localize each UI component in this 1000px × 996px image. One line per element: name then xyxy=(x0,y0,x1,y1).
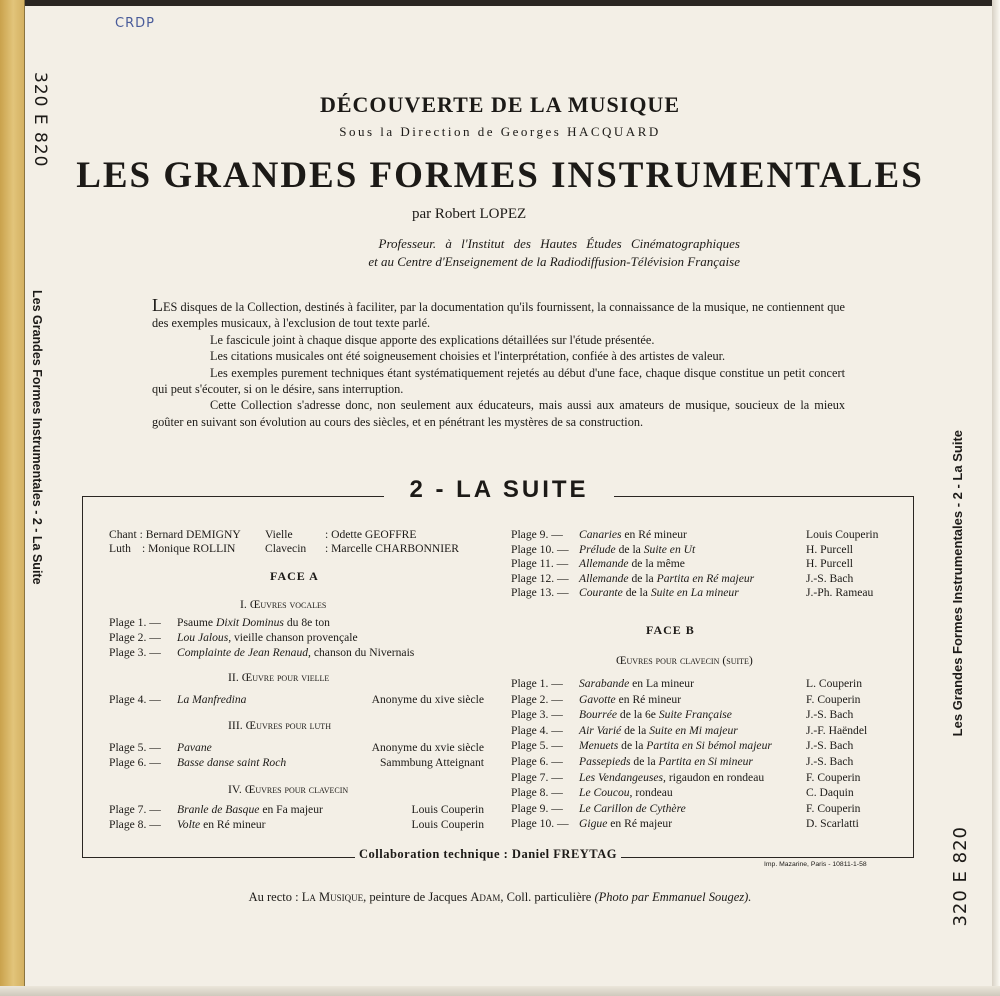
track-line xyxy=(511,676,694,691)
track-title: Courante xyxy=(579,586,623,599)
track-title: La Manfredina xyxy=(177,693,247,706)
track-composer: Louis Couperin xyxy=(411,818,484,831)
track-line xyxy=(511,556,685,571)
track-title: Pavane xyxy=(177,741,212,754)
track-number: Plage 6. — xyxy=(511,755,563,768)
track-line xyxy=(511,754,753,769)
track-text: chanson du Nivernais xyxy=(310,646,415,659)
track-title: Allemande xyxy=(579,557,629,570)
intro-paragraph: Les citations musicales ont été soigneusement choisies et l'interprétation, confiée à des artistes de valeur. xyxy=(210,349,726,364)
author-line: par Robert LOPEZ xyxy=(412,206,527,222)
track-composer: Louis Couperin xyxy=(806,528,879,541)
bottom-edge xyxy=(0,986,1000,996)
track-text: en Ré mineur xyxy=(615,692,682,706)
track-line xyxy=(511,785,673,800)
track-line xyxy=(109,615,330,630)
track-title: Le Carillon de Cythère xyxy=(579,801,686,815)
track-number: Plage 7. — xyxy=(511,770,563,784)
track-text: de la 6e xyxy=(617,708,659,722)
intro-paragraph: Le fascicule joint à chaque disque apporte des explications détaillées sur l'étude présentée. xyxy=(210,332,655,347)
track-text: rondeau xyxy=(632,786,673,800)
track-line xyxy=(511,571,754,586)
right-edge xyxy=(992,0,1000,996)
track-title: Suite en La mineur xyxy=(650,586,739,599)
track-line xyxy=(109,630,358,645)
track-title: Allemande xyxy=(579,571,629,585)
track-composer: Anonyme du xive siècle xyxy=(371,693,484,706)
collaboration-credit: Collaboration technique : Daniel FREYTAG xyxy=(355,847,621,862)
track-text: du 8e ton xyxy=(283,616,330,629)
track-title: Prélude xyxy=(579,542,616,556)
track-composer: H. Purcell xyxy=(806,557,854,570)
track-title: Passepieds xyxy=(579,755,631,768)
intro-paragraph xyxy=(152,297,845,332)
performer-clavecin-label: Clavecin xyxy=(265,542,307,555)
track-text: en Fa majeur xyxy=(259,803,323,816)
track-line xyxy=(511,816,672,831)
track-number: Plage 3. — xyxy=(109,646,161,659)
track-number: Plage 8. — xyxy=(511,786,563,800)
track-composer: D. Scarlatti xyxy=(806,817,859,831)
track-title: Partita en Si bémol majeur xyxy=(646,739,772,753)
recto-credit: Au recto : La Musique, peinture de Jacques Adam, Coll. particulière (Photo par Emmanuel Sougez). xyxy=(248,890,752,904)
track-text: rigaudon en rondeau xyxy=(665,770,765,784)
track-composer: F. Couperin xyxy=(806,692,861,706)
face-a-group-heading: III. Œuvres pour luth xyxy=(228,718,331,732)
track-composer: J.-S. Bach xyxy=(806,739,854,753)
track-number: Plage 5. — xyxy=(511,739,563,753)
track-composer: F. Couperin xyxy=(806,770,861,784)
track-text: Psaume xyxy=(177,616,216,629)
printer-credit: Imp. Mazarine, Paris - 10811-1-58 xyxy=(764,861,867,868)
track-number: Plage 4. — xyxy=(511,723,563,737)
performer-luth-label: Luth xyxy=(109,542,131,555)
track-number: Plage 13. — xyxy=(511,586,569,599)
track-number: Plage 5. — xyxy=(109,741,161,754)
track-title: Gigue xyxy=(579,817,608,831)
track-text: en Ré mineur xyxy=(200,818,266,831)
track-line xyxy=(109,817,266,832)
track-title: Les Vendangeuses, xyxy=(579,770,666,784)
track-number: Plage 10. — xyxy=(511,542,569,556)
track-title: Partita en Ré majeur xyxy=(656,571,755,585)
track-number: Plage 4. — xyxy=(109,693,161,706)
author-credential-1: Professeur. à l'Institut des Hautes Études Cinématographiques xyxy=(378,236,740,251)
track-number: Plage 11. — xyxy=(511,557,569,570)
catalog-number-right: 320 E 820 xyxy=(950,826,971,927)
face-b-title: FACE B xyxy=(646,623,695,637)
track-title: Volte xyxy=(177,818,201,831)
track-line xyxy=(511,585,739,600)
spine-title-right: Les Grandes Formes Instrumentales - 2 - La Suite xyxy=(950,430,965,737)
face-a-group-heading: I. Œuvres vocales xyxy=(240,597,327,611)
drop-cap: L xyxy=(152,295,163,315)
track-number: Plage 2. — xyxy=(511,692,563,706)
track-line xyxy=(109,755,286,770)
track-number: Plage 12. — xyxy=(511,571,569,585)
track-line xyxy=(511,770,764,785)
author-credential-2: et au Centre d'Enseignement de la Radiodiffusion-Télévision Française xyxy=(368,254,740,269)
track-title: Lou Jalous, xyxy=(177,631,232,644)
intro-paragraph: Les exemples purement techniques étant systématiquement rejetés au début d'une face, chaque disque constitue un petit concert qui peut s'écouter, si on le désire, sans interruption. xyxy=(152,365,845,397)
track-text: en Ré majeur xyxy=(607,817,673,831)
track-line xyxy=(511,707,732,722)
track-text: de la même xyxy=(628,557,685,570)
track-text: en Ré mineur xyxy=(621,528,687,541)
track-composer: J.-S. Bach xyxy=(806,571,854,585)
track-text: de la xyxy=(630,755,659,768)
catalog-number-left: 320 E 820 xyxy=(30,72,50,168)
face-a-group-heading: II. Œuvre pour vielle xyxy=(228,670,330,684)
track-composer: H. Purcell xyxy=(806,542,854,556)
performer-luth: : Monique ROLLIN xyxy=(142,542,236,555)
track-title: Suite en Ut xyxy=(643,542,696,556)
track-text: de la xyxy=(618,739,647,753)
track-line xyxy=(109,802,323,817)
series-title: DÉCOUVERTE DE LA MUSIQUE xyxy=(319,92,680,117)
track-number: Plage 1. — xyxy=(109,616,161,629)
performer-clavecin: : Marcelle CHARBONNIER xyxy=(325,542,459,555)
track-title: Sarabande xyxy=(579,677,630,690)
track-title: Bourrée xyxy=(579,708,617,722)
intro-paragraph-text: ES disques de la Collection, destinés à faciliter, par la documentation qu'ils fournissent, la connaissance de la musique, ne contiennent que des exemples musicaux, à l'exclusion de tout texte parlé. xyxy=(152,300,845,331)
track-title: Canaries xyxy=(579,528,622,541)
track-text: de la xyxy=(615,542,644,556)
track-composer: Louis Couperin xyxy=(411,803,484,816)
top-edge xyxy=(0,0,1000,6)
track-text: vieille chanson provençale xyxy=(231,631,358,644)
track-composer: Anonyme du xvie siècle xyxy=(371,741,484,754)
track-title: Suite Française xyxy=(658,708,732,722)
track-title: Complainte de Jean Renaud, xyxy=(177,646,311,659)
track-composer: J.-F. Haëndel xyxy=(806,723,868,737)
track-line xyxy=(511,527,687,542)
track-line xyxy=(511,738,772,753)
track-title: Le Coucou, xyxy=(579,786,633,800)
section-title: 2 - LA SUITE xyxy=(384,476,614,504)
track-number: Plage 7. — xyxy=(109,803,161,816)
performer-chant: Chant : Bernard DEMIGNY xyxy=(109,528,241,541)
face-b-heading: Œuvres pour clavecin (suite) xyxy=(616,653,753,667)
main-title: LES GRANDES FORMES INSTRUMENTALES xyxy=(76,155,924,196)
track-number: Plage 9. — xyxy=(511,801,563,815)
face-a-group-heading: IV. Œuvres pour clavecin xyxy=(228,782,349,796)
track-number: Plage 6. — xyxy=(109,756,161,769)
performer-vielle-label: Vielle xyxy=(265,528,293,541)
track-title: Suite en Mi majeur xyxy=(649,723,738,737)
track-composer: L. Couperin xyxy=(806,677,863,690)
sleeve-spine xyxy=(0,0,25,996)
track-number: Plage 1. — xyxy=(511,677,563,690)
track-title: Menuets xyxy=(579,739,619,753)
track-title: Air Varié xyxy=(579,723,622,737)
track-title: Basse danse saint Roch xyxy=(177,756,287,769)
track-composer: J.-Ph. Rameau xyxy=(806,586,874,599)
track-title: Gavotte xyxy=(579,692,616,706)
track-text: de la xyxy=(628,571,657,585)
track-line xyxy=(511,801,686,816)
handwritten-note: CRDP xyxy=(115,16,155,31)
track-text: en La mineur xyxy=(629,677,694,690)
track-line xyxy=(511,542,695,557)
track-number: Plage 3. — xyxy=(511,708,563,722)
track-number: Plage 10. — xyxy=(511,817,569,831)
track-text: de la xyxy=(622,586,651,599)
intro-text xyxy=(152,297,845,430)
track-title: Dixit Dominus xyxy=(215,616,284,629)
track-line xyxy=(511,692,681,707)
track-composer: J.-S. Bach xyxy=(806,755,854,768)
track-composer: C. Daquin xyxy=(806,786,854,800)
track-line xyxy=(109,645,414,660)
track-composer: J.-S. Bach xyxy=(806,708,854,722)
track-text: de la xyxy=(621,723,650,737)
track-title: Partita en Si mineur xyxy=(658,755,753,768)
face-a-title: FACE A xyxy=(270,569,319,583)
track-line xyxy=(511,723,738,738)
track-number: Plage 9. — xyxy=(511,528,563,541)
track-number: Plage 2. — xyxy=(109,631,161,644)
performer-vielle: : Odette GEOFFRE xyxy=(325,528,417,541)
track-line xyxy=(109,740,212,755)
track-line xyxy=(109,692,246,707)
track-number: Plage 8. — xyxy=(109,818,161,831)
track-composer: Sammbung Atteignant xyxy=(379,756,484,769)
direction-line: Sous la Direction de Georges HACQUARD xyxy=(339,124,661,139)
intro-paragraph: Cette Collection s'adresse donc, non seulement aux éducateurs, mais aussi aux amateurs de musique, soucieux de la mieux goûter en suivant son évolution au cours des siècles, et en pénétrant les mystères de sa construction. xyxy=(152,398,845,429)
track-title: Branle de Basque xyxy=(177,803,260,816)
track-composer: F. Couperin xyxy=(806,801,861,815)
spine-title-left: Les Grandes Formes Instrumentales - 2 - La Suite xyxy=(30,290,44,585)
